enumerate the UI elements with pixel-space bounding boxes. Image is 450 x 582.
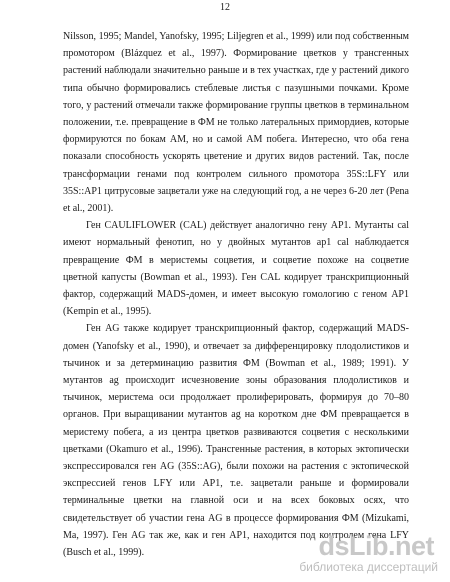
watermark-subtitle: библиотека диссертаций xyxy=(299,560,438,574)
paragraph-2: Ген CAULIFLOWER (CAL) действует аналогично гену AP1. Мутанты cal имеют нормальный фенотип, но у двойных мутантов ap1 cal наблюдается превращение ФМ в меристемы соцветия, и соцветие похоже на соцветие цветной капусты (Bowman et al., 1993). Ген CAL кодирует транскрипционный фактор, содержащий MADS-домен, и имеет высокую гомологию с геном AP1 (Kempin et al., 1995). xyxy=(63,220,409,318)
watermark xyxy=(292,530,442,576)
document-body xyxy=(63,28,409,561)
page-number: 12 xyxy=(220,2,230,13)
paragraph-1: Nilsson, 1995; Mandel, Yanofsky, 1995; Liljegren et al., 1999) или под собственным промотором (Blázquez et al., 1997). Формирование цветков у трансгенных растений наблюдали значительно раньше и в тех участках, где у растений дикого типа обычно формировались стеблевые листья с пазушными почками. Кроме того, у растений отмечали также формирование группы цветков в терминальном положении, т.е. превращение в ФМ не только латеральных примордиев, которые формируются по бокам АМ, но и самой АМ побега. Интересно, что оба гена показали способность ускорять цветение и других видов растений. Так, после трансформации генами под контролем сильного промотора 35S::LFY или 35S::AP1 цитрусовые зацветали уже на следующий год, а не через 6-20 лет (Pena et al., 2001). xyxy=(63,31,409,215)
watermark-logo: dsLib.net xyxy=(318,531,434,561)
paragraph-3: Ген AG также кодирует транскрипционный фактор, содержащий MADS-домен (Yanofsky et al., 1990), и отвечает за дифференцировку плодолистиков и тычинок и за детерминацию развития ФМ (Bowman et al., 1989; 1991). У мутантов ag происходит исчезновение зоны образования плодолистиков и тычинок, меристема оси продолжает пролиферировать, формируя до 70–80 органов. При выращивании мутантов ag на коротком дне ФМ превращается в меристему побега, а из центра цветков развиваются соцветия с несколькими цветками (Okamuro et al., 1996). Трансгенные растения, в которых эктопически экспрессировался ген AG (35S::AG), были похожи на растения с эктопической экспрессией генов LFY или AP1, т.е. зацветали раньше и формировали терминальные цветки на главной оси и на всех боковых осях, что свидетельствует об участии гена AG в процессе формирования ФМ (Mizukami, Ma, 1997). Ген AG так же, как и ген AP1, находится под контролем гена LFY (Busch et al., 1999). xyxy=(63,323,409,559)
